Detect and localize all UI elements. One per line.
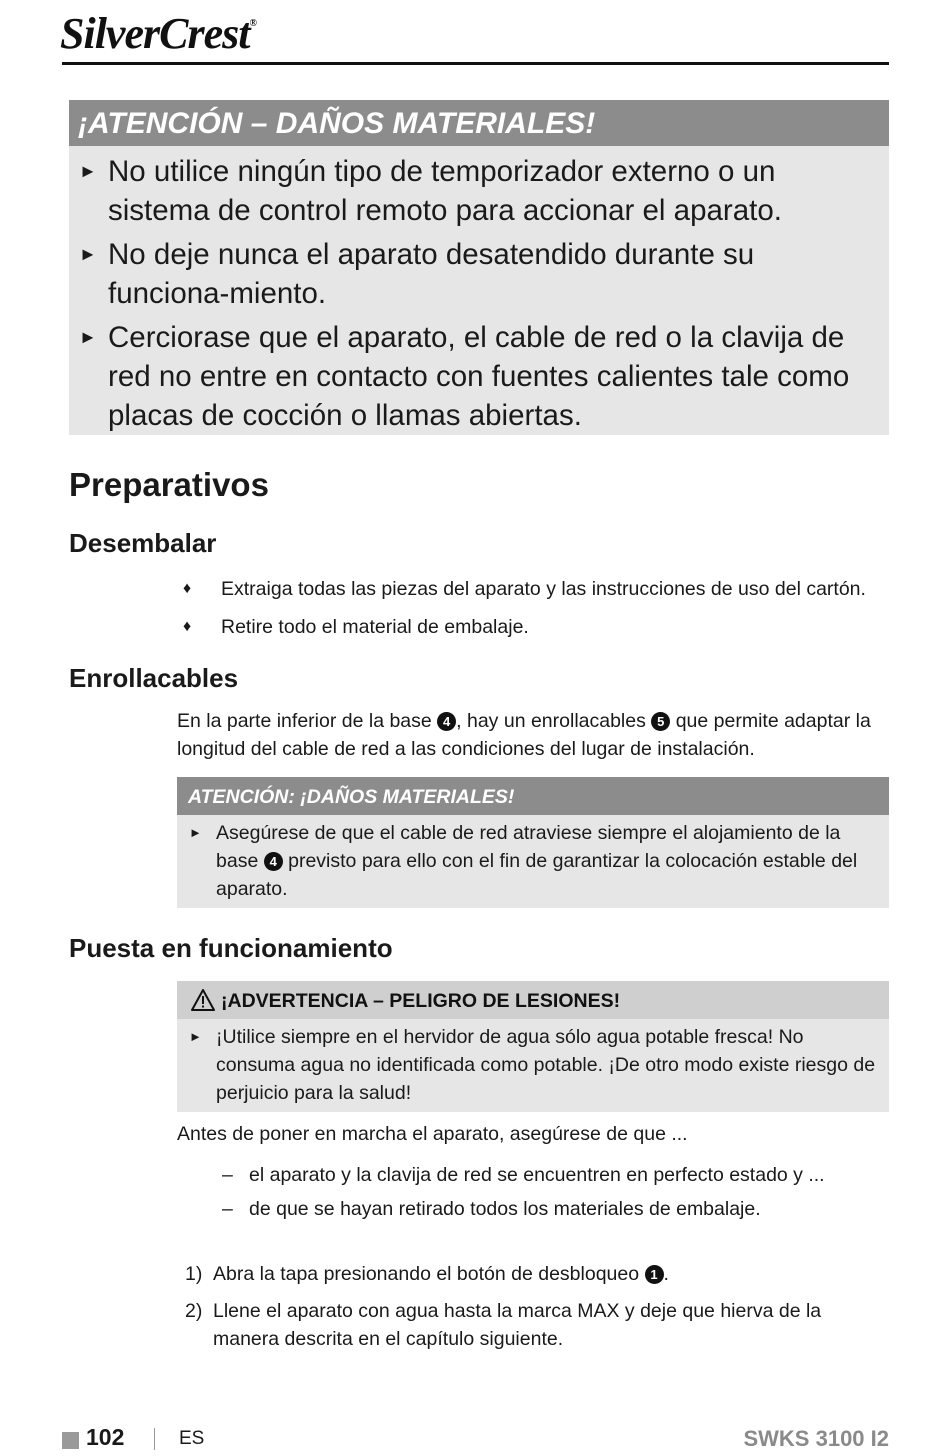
- model-number: SWKS 3100 I2: [743, 1426, 889, 1451]
- reference-number-badge: 5: [651, 712, 670, 731]
- arrow-icon: ►: [189, 825, 202, 840]
- step-item: 1) Abra la tapa presionando el botón de desbloqueo 1 .: [185, 1263, 669, 1285]
- arrow-icon: ►: [79, 161, 97, 181]
- header-rule: [62, 62, 889, 65]
- desembalar-list: [183, 574, 883, 650]
- warning-box-material-damage: [69, 100, 889, 435]
- list-item: ♦ Extraiga todas las piezas del aparato y las instrucciones de uso del cartón.: [183, 574, 883, 604]
- puesta-steps: [185, 1260, 885, 1362]
- warning-box-title: ¡ATENCIÓN – DAÑOS MATERIALES!: [69, 100, 889, 146]
- warning-item: ► ¡Utilice siempre en el hervidor de agua sólo agua potable fresca! No consuma agua no identificada como potable. ¡De otro modo existe riesgo de perjuicio para la salud!: [177, 1019, 889, 1112]
- list-item: – de que se hayan retirado todos los materiales de embalaje.: [222, 1198, 761, 1220]
- warning-item: ► No utilice ningún tipo de temporizador externo o un sistema de control remoto para accionar el aparato.: [69, 152, 889, 230]
- reference-number-badge: 4: [264, 852, 283, 871]
- warning-box-title: ATENCIÓN: ¡DAÑOS MATERIALES!: [177, 777, 889, 815]
- warning-item: ► No deje nunca el aparato desatendido durante su funciona-miento.: [69, 235, 889, 313]
- brand-logo: SilverCrest®: [60, 9, 256, 58]
- reference-number-badge: 1: [645, 1265, 664, 1284]
- warning-box-cable: [177, 777, 889, 908]
- reference-number-badge: 4: [437, 712, 456, 731]
- puesta-dash-list: [222, 1161, 882, 1229]
- diamond-bullet-icon: ♦: [183, 618, 192, 635]
- arrow-icon: ►: [79, 244, 97, 264]
- puesta-intro: Antes de poner en marcha el aparato, asegúrese de que ...: [177, 1123, 688, 1145]
- footer-divider: [154, 1428, 155, 1450]
- language-code: ES: [179, 1428, 205, 1449]
- subsection-title-enrollacables: Enrollacables: [69, 663, 239, 693]
- warning-item: ► Asegúrese de que el cable de red atraviese siempre el alojamiento de la base 4 previsto para ello con el fin de garantizar la colocación estable del aparato.: [177, 815, 889, 908]
- arrow-icon: ►: [79, 327, 97, 347]
- diamond-bullet-icon: ♦: [183, 580, 192, 597]
- arrow-icon: ►: [189, 1029, 202, 1044]
- step-item: 2) Llene el aparato con agua hasta la marca MAX y deje que hierva de la manera descrita en el capítulo siguiente.: [185, 1300, 822, 1350]
- warning-triangle-icon: [191, 989, 215, 1011]
- enrollacables-paragraph: En la parte inferior de la base 4 , hay un enrollacables 5 que permite adaptar la longitud del cable de red a las condiciones del lugar de instalación.: [177, 710, 871, 760]
- warning-box-title: ¡ADVERTENCIA – PELIGRO DE LESIONES!: [177, 981, 889, 1019]
- footer-square-icon: [62, 1432, 79, 1449]
- list-item: – el aparato y la clavija de red se encuentren en perfecto estado y ...: [222, 1164, 825, 1186]
- page-number: 102: [86, 1424, 125, 1450]
- page-footer: [62, 1424, 889, 1456]
- subsection-title-puesta: Puesta en funcionamiento: [69, 933, 393, 963]
- subsection-title-desembalar: Desembalar: [69, 528, 217, 558]
- warning-item: ► Cerciorase que el aparato, el cable de red o la clavija de red no entre en contacto con fuentes calientes tale como placas de cocción o llamas abiertas.: [69, 318, 889, 435]
- list-item: ♦ Retire todo el material de embalaje.: [183, 612, 883, 642]
- section-title: Preparativos: [69, 466, 269, 503]
- warning-box-injury: [177, 981, 889, 1112]
